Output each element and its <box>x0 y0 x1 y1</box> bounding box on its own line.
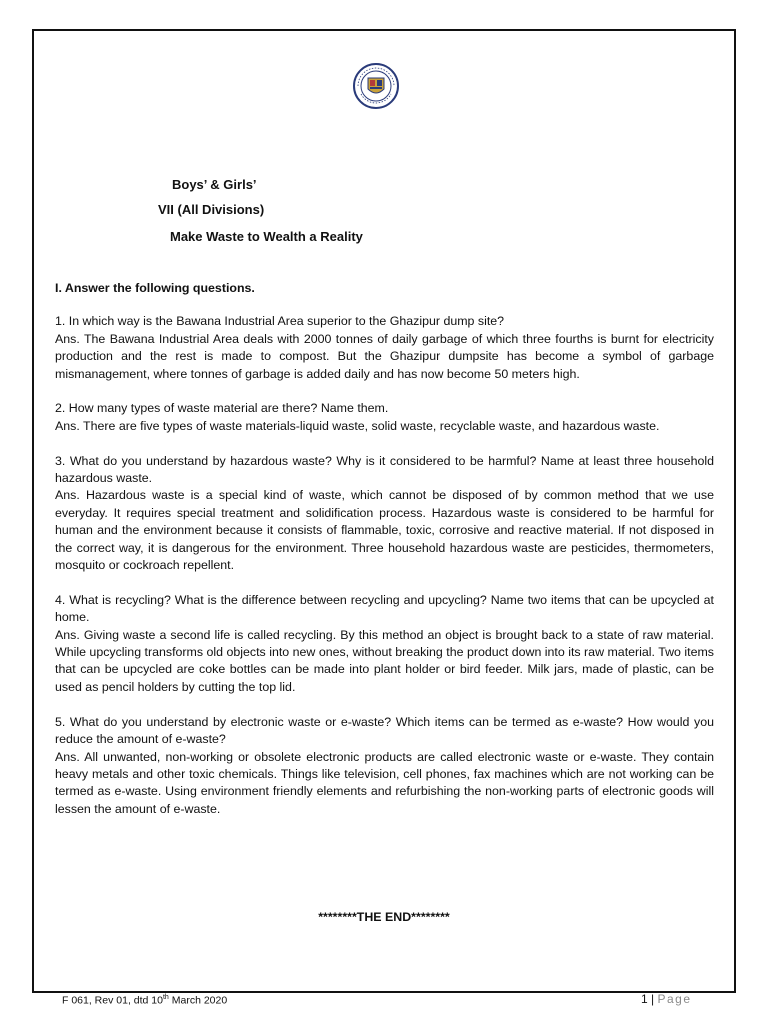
section-title: I. Answer the following questions. <box>55 281 255 295</box>
question-block-2 <box>55 400 714 435</box>
page-separator: | <box>647 992 658 1006</box>
question-block-3 <box>55 453 714 575</box>
footer-page-number <box>641 992 692 1006</box>
form-code-text: F 061, Rev 01, dtd 10 <box>62 994 163 1007</box>
question-text: 5. What do you understand by electronic waste or e-waste? Which items can be termed as e-waste? How would you reduce the amount of e-waste? <box>55 714 714 747</box>
date-rest: March 2020 <box>168 994 228 1007</box>
question-block-1 <box>55 313 714 383</box>
answer-text: Ans. All unwanted, non-working or obsolete electronic products are called electronic waste or e-waste. They contain heavy metals and other toxic chemicals. Things like television, cell phones, fax machines which are not working can be termed as e-waste. Using environment friendly elements and refurbishing the non-working parts of electronic goods will lessen the amount of e-waste. <box>55 749 714 816</box>
answer-text: Ans. There are five types of waste materials-liquid waste, solid waste, recyclable waste, and hazardous waste. <box>55 418 660 433</box>
page-number: 1 <box>641 992 648 1006</box>
document-body <box>55 280 714 836</box>
page-title: Make Waste to Wealth a Reality <box>170 229 363 244</box>
question-text: 2. How many types of waste material are there? Name them. <box>55 401 389 416</box>
answer-text: Ans. Hazardous waste is a special kind of waste, which cannot be disposed of by common method that we use everyday. It requires special treatment and solidification process. Hazardous waste is considered to be harmful for human and the environment because it consists of flammable, toxic, corrosive and reactive material. If not disposed in the correct way, it is dangerous for the environment. Three household hazardous waste are pesticides, thermometers, mosquito or cockroach repellent. <box>55 488 714 573</box>
class-heading: VII (All Divisions) <box>158 202 265 217</box>
audience-heading: Boys’ & Girls’ <box>172 177 257 192</box>
date-suffix: th <box>162 994 169 1001</box>
question-text: 3. What do you understand by hazardous waste? Why is it considered to be harmful? Name at least three household hazardous waste. <box>55 453 714 486</box>
footer-form-code <box>62 994 227 1007</box>
page-label: Page <box>657 992 692 1006</box>
answer-text: Ans. The Bawana Industrial Area deals with 2000 tonnes of daily garbage of which three fourths is burnt for electricity production and the rest is made to compost. But the Ghazipur dumpsite has become a symbol of garbage mismanagement, where tonnes of garbage is added daily and has now become 50 meters high. <box>55 331 714 381</box>
end-marker: ********THE END******** <box>318 910 450 924</box>
question-block-5 <box>55 714 714 818</box>
question-text: 4. What is recycling? What is the difference between recycling and upcycling? Name two items that can be upcycled at home. <box>55 592 714 625</box>
answer-text: Ans. Giving waste a second life is called recycling. By this method an object is brought back to a state of raw material. While upcycling transforms old objects into new ones, without breaking the product down into its raw material. Two items that can be upcycled are coke bottles can be made into plant holder or bird feeder. Milk jars, made of plastic, can be used as pencil holders by cutting the top lid. <box>55 627 714 694</box>
school-crest-logo <box>352 62 400 110</box>
question-text: 1. In which way is the Bawana Industrial Area superior to the Ghazipur dump site? <box>55 314 505 329</box>
question-block-4 <box>55 592 714 696</box>
